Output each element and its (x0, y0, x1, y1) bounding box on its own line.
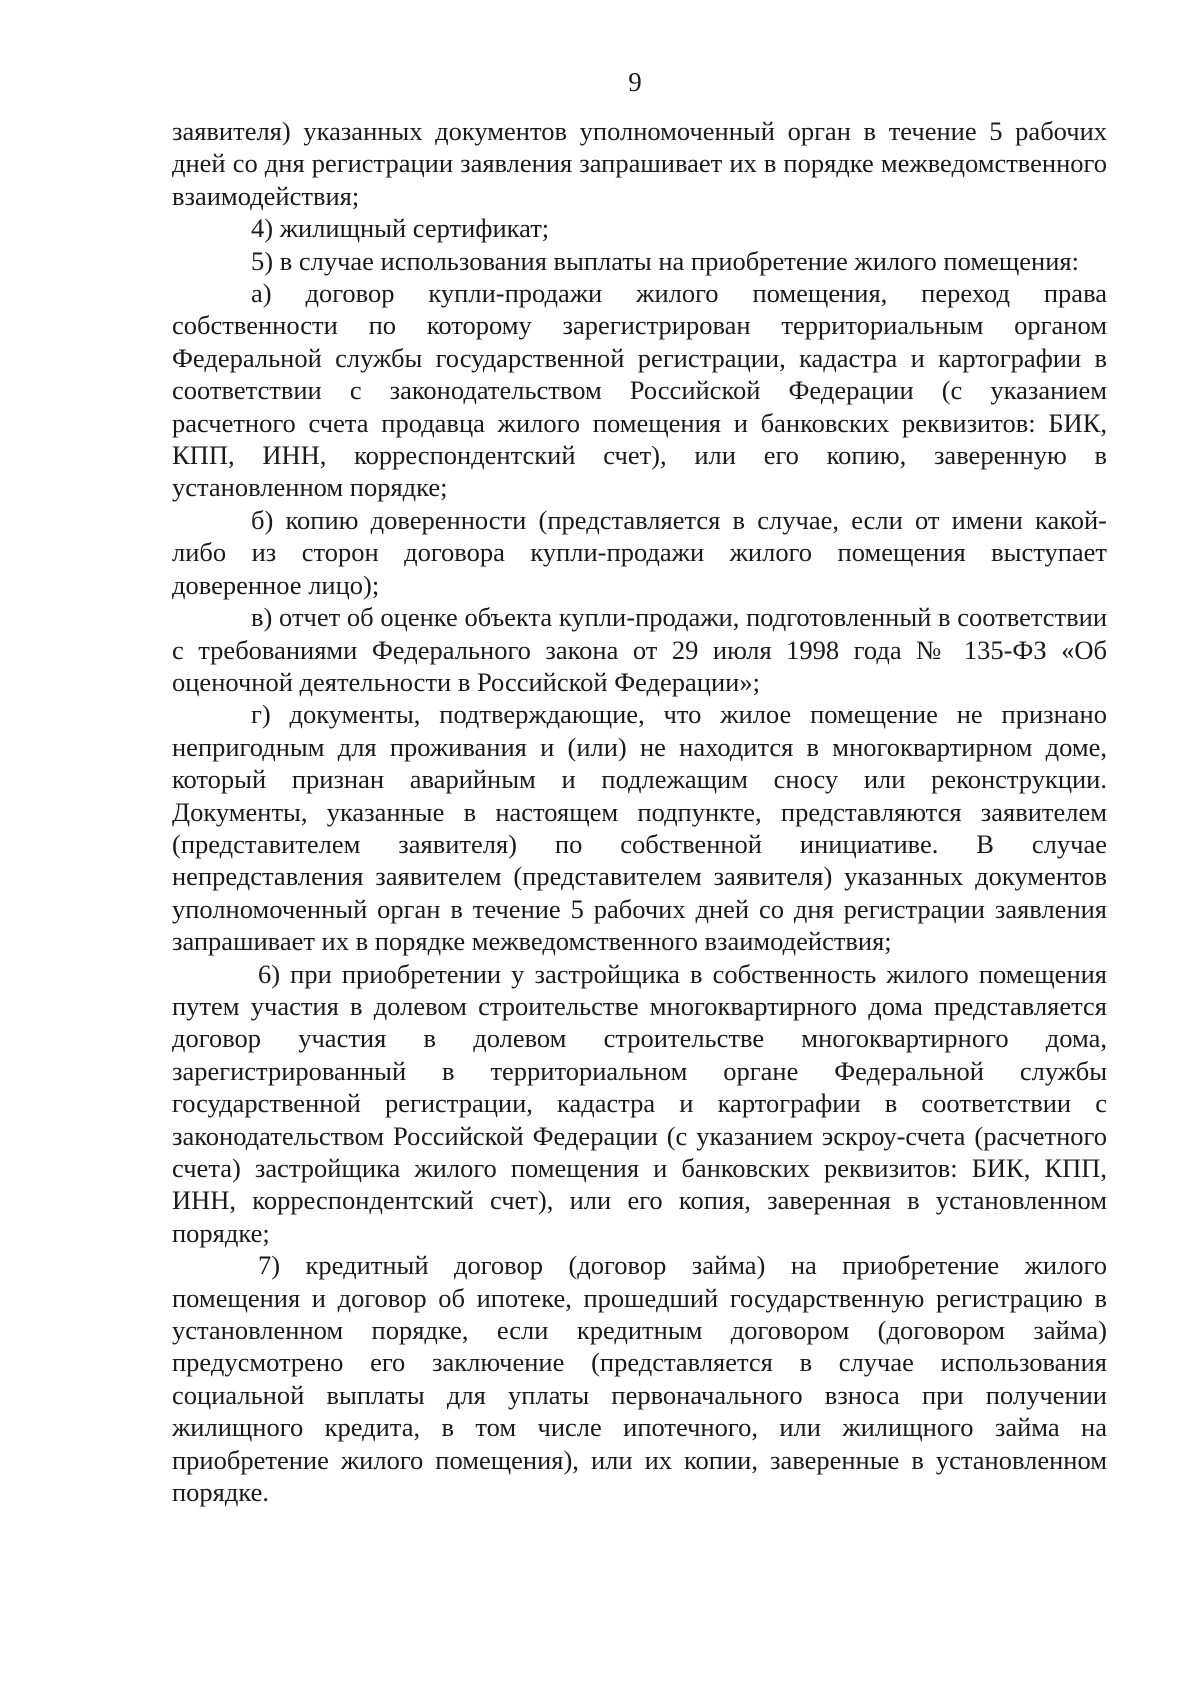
paragraph-item-5: 5) в случае использования выплаты на приобретение жилого помещения: (251, 245, 1079, 276)
paragraph-item-4: 4) жилищный сертификат; (251, 213, 550, 244)
paragraph-item-5g: г) документы, подтверждающие, что жилое помещение не признано непригодным для проживания и (или) не находится в многоквартирном доме, который признан аварийным и подлежащим сносу или реконструкции. Документы, указанные в настоящем подпункте, представляются заявителем (представителем заявителя) по собственной инициативе. В случае непредставления заявителем (представителем заявителя) указанных документов уполномоченный орган в течение 5 рабочих дней со дня регистрации заявления запрашивает их в порядке межведомственного взаимодействия; (172, 699, 1107, 957)
document-body (172, 115, 1107, 1508)
paragraph-item-7: 7) кредитный договор (договор займа) на приобретение жилого помещения и договор об ипотеке, прошедший государственную регистрацию в установленном порядке, если кредитным договором (договором займа) предусмотрено его заключение (представляется в случае использования социальной выплаты для уплаты первоначального взноса при получении жилищного кредита, в том числе ипотечного, или жилищного займа на приобретение жилого помещения), или их копии, заверенные в установленном порядке. (172, 1250, 1107, 1508)
paragraph-item-6: 6) при приобретении у застройщика в собственность жилого помещения путем участия в долевом строительстве многоквартирного дома представляется договор участия в долевом строительстве многоквартирного дома, зарегистрированный в территориальном органе Федеральной службы государственной регистрации, кадастра и картографии в соответствии с законодательством Российской Федерации (с указанием эскроу-счета (расчетного счета) застройщика жилого помещения и банковских реквизитов: БИК, КПП, ИНН, корреспондентский счет), или его копия, заверенная в установленном порядке; (172, 958, 1107, 1248)
paragraph-continuation: заявителя) указанных документов уполномоченный орган в течение 5 рабочих дней со дня регистрации заявления запрашивает их в порядке межведомственного взаимодействия; (172, 116, 1107, 211)
paragraph-item-5b: б) копию доверенности (представляется в случае, если от имени какой-либо из сторон договора купли-продажи жилого помещения выступает доверенное лицо); (172, 504, 1107, 600)
paragraph-item-5a: а) договор купли-продажи жилого помещения, переход права собственности по которому зарегистрирован территориальным органом Федеральной службы государственной регистрации, кадастра и картографии в соответствии с законодательством Российской Федерации (с указанием расчетного счета продавца жилого помещения и банковских реквизитов: БИК, КПП, ИНН, корреспондентский счет), или его копию, заверенную в установленном порядке; (172, 278, 1107, 503)
page-number: 9 (628, 67, 642, 97)
paragraph-item-5v: в) отчет об оценке объекта купли-продажи, подготовленный в соответствии с требованиями Федерального закона от 29 июля 1998 года № 135-ФЗ «Об оценочной деятельности в Российской Федерации»; (172, 602, 1107, 697)
